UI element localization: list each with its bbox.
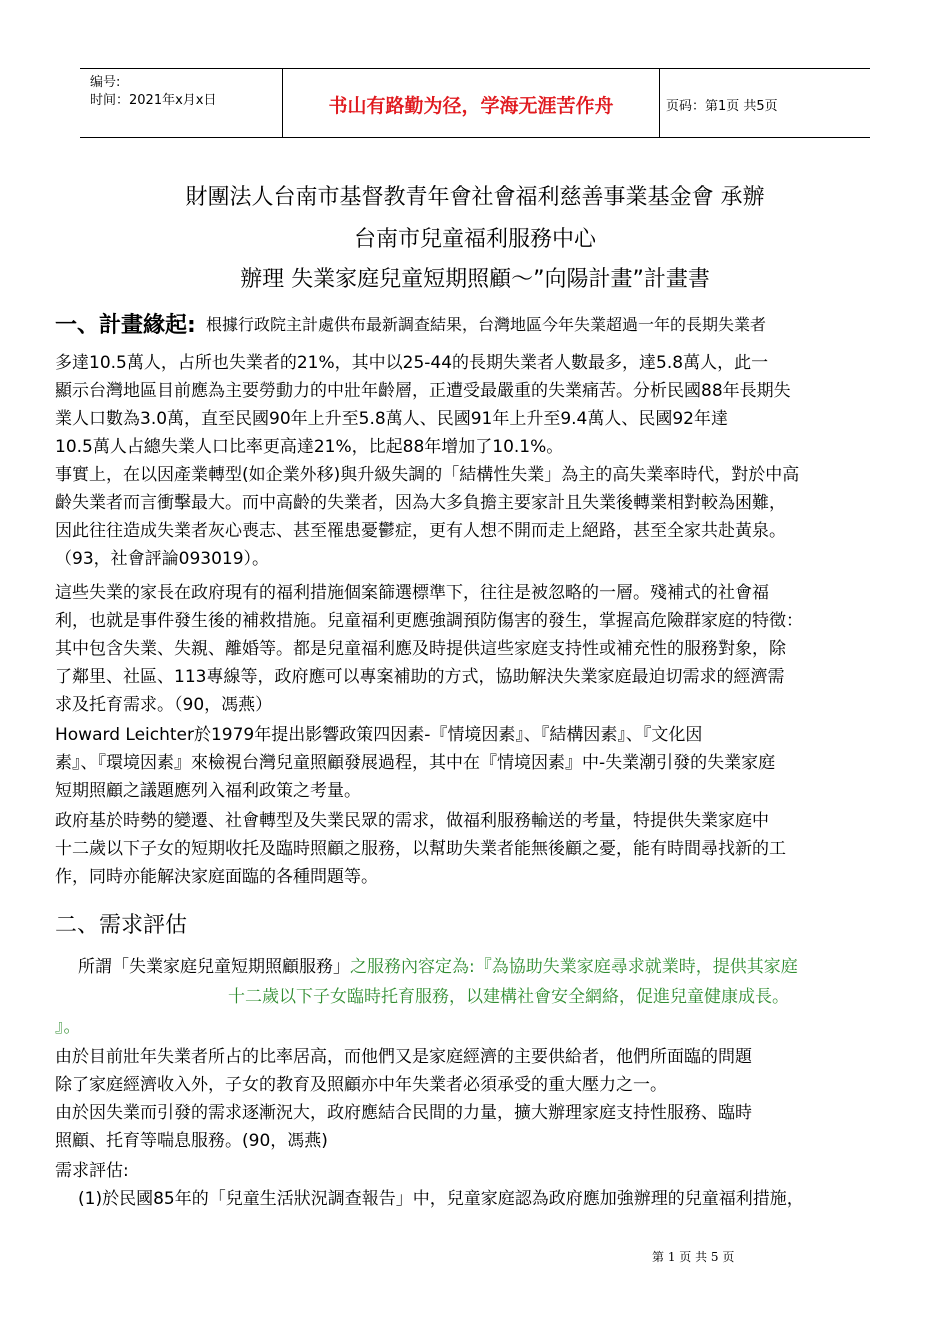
paragraph-line: 素』、『環境因素』來檢視台灣兒童照顧發展過程，其中在『情境因素』中-失業潮引發的失業家庭 [55, 753, 776, 773]
paragraph-line: 作，同時亦能解決家庭面臨的各種問題等。 [55, 867, 378, 887]
paragraph-line: 其中包含失業、失親、離婚等。都是兒童福利應及時提供這些家庭支持性或補充性的服務對象，除 [55, 639, 786, 659]
paragraph-line: （93，社會評論093019）。 [55, 549, 270, 569]
paragraph-line: Howard Leichter於1979年提出影響政策四因素-『情境因素』、『結構因素』、『文化因 [55, 725, 703, 745]
title-line-2: 台南市兒童福利服務中心 [353, 227, 596, 252]
paragraph-line: 多達10.5萬人，占所也失業者的21%，其中以25-44的長期失業者人數最多，達5.8萬人，此一 [55, 353, 769, 373]
paragraph-line: (1)於民國85年的「兒童生活狀況調查報告」中，兒童家庭認為政府應加強辦理的兒童福利措施， [78, 1189, 804, 1209]
service-definition-green: 之服務內容定為:『為協助失業家庭尋求就業時，提供其家庭 [350, 957, 798, 977]
motto: 书山有路勤为径，学海无涯苦作舟 [328, 95, 614, 117]
paragraph-line: 了鄰里、社區、113專線等，政府應可以專案補助的方式，協助解決失業家庭最迫切需求的經濟需 [55, 667, 785, 687]
paragraph-line: 由於因失業而引發的需求逐漸況大，政府應結合民間的力量，擴大辦理家庭支持性服務、臨時 [55, 1103, 752, 1123]
paragraph-line: 照顧、托育等喘息服務。(90，馮燕) [55, 1131, 328, 1151]
header-left-cell [80, 69, 282, 137]
paragraph-line: 根據行政院主計處供布最新調查結果，台灣地區今年失業超過一年的長期失業者 [206, 315, 767, 334]
paragraph-line: 由於目前壯年失業者所占的比率居高，而他們又是家庭經濟的主要供給者，他們所面臨的問題 [55, 1047, 752, 1067]
footer-page-number: 第 1 页 共 5 页 [652, 1250, 735, 1264]
paragraph-line: 政府基於時勢的變遷、社會轉型及失業民眾的需求，做福利服務輸送的考量，特提供失業家庭中 [55, 811, 769, 831]
title-line-3: 辦理 失業家庭兒童短期照顧～”向陽計畫”計畫書 [240, 267, 710, 292]
service-definition-line-2: 十二歲以下子女臨時托育服務，以建構社會安全網絡，促進兒童健康成長。 [228, 987, 789, 1007]
paragraph-line: 短期照顧之議題應列入福利政策之考量。 [55, 781, 361, 801]
page-number-label: 页码：第1页 共5页 [666, 99, 778, 114]
section-2-heading: 二、需求評估 [55, 913, 188, 938]
paragraph-line: 顯示台灣地區目前應為主要勞動力的中壯年齡層，正遭受最嚴重的失業痛苦。分析民國88年長期失 [55, 381, 791, 401]
number-label: 编号: [90, 75, 121, 90]
paragraph-line: 求及托育需求。（90，馮燕） [55, 695, 273, 715]
header-table [80, 68, 870, 138]
paragraph-line: 除了家庭經濟收入外，子女的教育及照顧亦中年失業者必須承受的重大壓力之一。 [55, 1075, 667, 1095]
paragraph-line: 10.5萬人占總失業人口比率更高達21%，比起88年增加了10.1%。 [55, 437, 564, 457]
paragraph-line: 利，也就是事件發生後的補救措施。兒童福利更應強調預防傷害的發生，掌握高危險群家庭的特徵： [55, 611, 803, 631]
service-prefix: 所謂「失業家庭兒童短期照顧服務」 [78, 957, 350, 977]
header-motto-cell [282, 69, 660, 137]
service-definition-end: 』。 [55, 1017, 81, 1037]
paragraph-line: 需求評估: [55, 1161, 129, 1181]
paragraph-line: 業人口數為3.0萬，直至民國90年上升至5.8萬人、民國91年上升至9.4萬人、民國92年達 [55, 409, 729, 429]
section-1-heading: 一、計畫緣起: [55, 313, 196, 338]
date-label: 时间：2021年x月x日 [90, 93, 217, 108]
title-line-1: 財團法人台南市基督教青年會社會福利慈善事業基金會 承辦 [185, 185, 765, 210]
paragraph-line: 事實上，在以因產業轉型(如企業外移)與升級失調的「結構性失業」為主的高失業率時代，對於中高 [55, 465, 800, 485]
paragraph-line: 這些失業的家長在政府現有的福利措施個案篩選標準下，往往是被忽略的一層。殘補式的社會福 [55, 583, 769, 603]
paragraph-line: 十二歲以下子女的短期收托及臨時照顧之服務，以幫助失業者能無後顧之憂，能有時間尋找新的工 [55, 839, 786, 859]
service-definition-line-1 [78, 956, 798, 978]
paragraph-line: 齡失業者而言衝擊最大。而中高齡的失業者，因為大多負擔主要家計且失業後轉業相對較為困難， [55, 493, 786, 513]
paragraph-line: 因此往往造成失業者灰心喪志、甚至罹患憂鬱症，更有人想不開而走上絕路，甚至全家共赴黃泉。 [55, 521, 786, 541]
